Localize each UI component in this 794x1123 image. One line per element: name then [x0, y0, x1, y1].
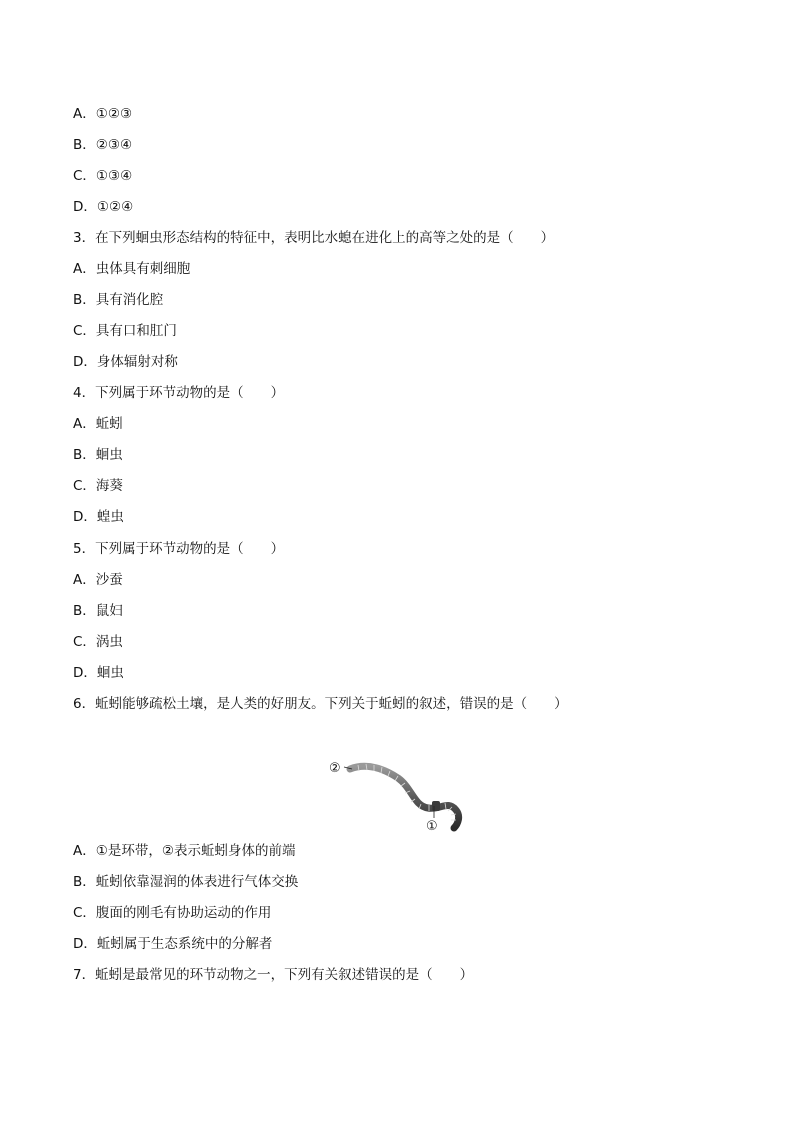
figure-label-2: ②	[329, 761, 341, 776]
q4-option-b: B．蛔虫	[73, 447, 123, 463]
question-7: 7．蚯蚓是最常见的环节动物之一，下列有关叙述错误的是（ ）	[73, 967, 474, 983]
q5-option-b: B．鼠妇	[73, 603, 123, 619]
q3-option-d: D．身体辐射对称	[73, 354, 178, 370]
figure-label-1: ①	[426, 819, 438, 832]
question-3: 3．在下列蛔虫形态结构的特征中，表明比水螅在进化上的高等之处的是（ ）	[73, 230, 555, 246]
q2-option-c: C．①③④	[73, 168, 133, 184]
earthworm-segments	[358, 764, 456, 820]
q4-option-d: D．蝗虫	[73, 509, 124, 525]
question-5: 5．下列属于环节动物的是（ ）	[73, 541, 285, 557]
q5-option-c: C．涡虫	[73, 634, 123, 650]
q4-option-c: C．海葵	[73, 478, 123, 494]
q5-option-a: A．沙蚕	[73, 572, 123, 588]
q6-option-b: B．蚯蚓依靠湿润的体表进行气体交换	[73, 874, 299, 890]
question-4: 4．下列属于环节动物的是（ ）	[73, 385, 285, 401]
q4-option-a: A．蚯蚓	[73, 416, 123, 432]
q2-option-a: A．①②③	[73, 106, 133, 122]
q2-option-b: B．②③④	[73, 137, 133, 153]
q6-option-d: D．蚯蚓属于生态系统中的分解者	[73, 936, 273, 952]
q6-option-a: A．①是环带，②表示蚯蚓身体的前端	[73, 843, 296, 859]
q5-option-d: D．蛔虫	[73, 665, 124, 681]
q3-option-b: B．具有消化腔	[73, 292, 164, 308]
q3-option-c: C．具有口和肛门	[73, 323, 177, 339]
q6-option-c: C．腹面的刚毛有协助运动的作用	[73, 905, 272, 921]
q3-option-a: A．虫体具有刺细胞	[73, 261, 191, 277]
q2-option-d: D．①②④	[73, 199, 134, 215]
earthworm-body	[350, 766, 459, 828]
earthworm-clitellum	[432, 801, 440, 811]
earthworm-figure	[328, 756, 468, 832]
question-6: 6．蚯蚓能够疏松土壤，是人类的好朋友。下列关于蚯蚓的叙述，错误的是（ ）	[73, 696, 568, 712]
